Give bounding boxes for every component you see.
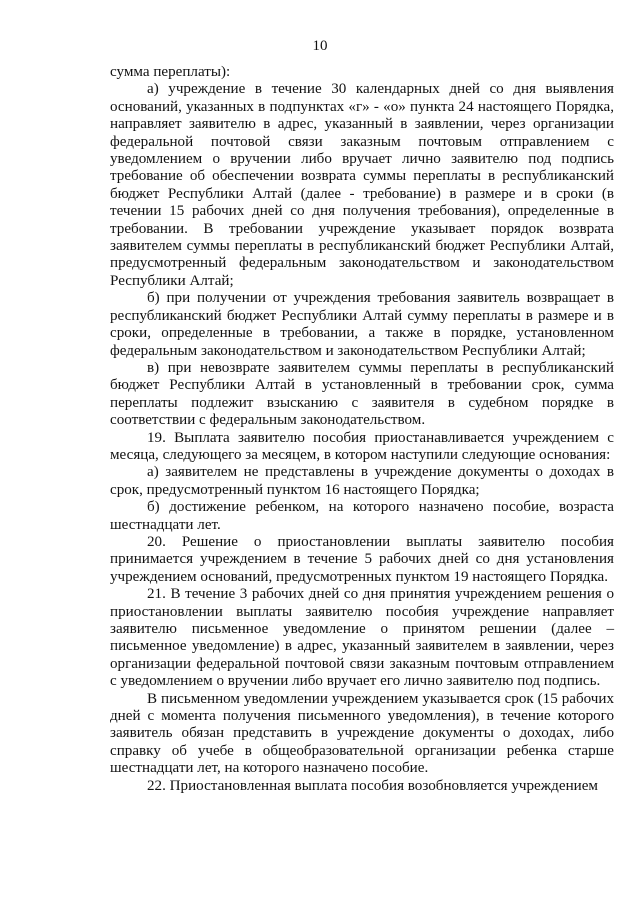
paragraph-clause-19-subitem-b: б) достижение ребенком, на которого назначено пособие, возраста шестнадцати лет.: [110, 499, 614, 533]
paragraph-subitem-v-non-return: в) при невозврате заявителем суммы переплаты в республиканский бюджет Республики Алтай в установленный в требовании срок, сумма переплаты подлежит взысканию с заявителя в судебном порядке в соответствии с федеральным законодательством.: [110, 359, 614, 429]
paragraph-subitem-a-refund-demand: а) учреждение в течение 30 календарных дней со дня выявления оснований, указанных в подпунктах «г» - «о» пункта 24 настоящего Порядка, направляет заявителю в адрес, указанный в заявлении, через организации федеральной почтовой связи заказным почтовым отправлением с уведомлением о вручении либо вручает лично заявителю под подпись требование об обеспечении возврата суммы переплаты в республиканский бюджет Республики Алтай (далее - требование) в размере и в сроки (в течении 15 рабочих дней со дня получения требования), определенные в требовании. В требовании учреждение указывает порядок возврата заявителем суммы переплаты в республиканский бюджет Республики Алтай, предусмотренный федеральным законодательством и законодательством Республики Алтай;: [110, 81, 614, 289]
paragraph-clause-21: 21. В течение 3 рабочих дней со дня принятия учреждением решения о приостановлении выплаты заявителю пособия учреждение направляет заявителю письменное уведомление о принятом решении (далее – письменное уведомление) в адрес, указанный заявителем в заявлении, через организации федеральной почтовой связи заказным почтовым отправлением с уведомлением о вручении либо вручает его лично заявителю под подпись.: [110, 586, 614, 690]
paragraph-written-notice: В письменном уведомлении учреждением указывается срок (15 рабочих дней с момента получения письменного уведомления), в течение которого заявитель обязан представить в учреждение документы о доходах, либо справку об учебе в общеобразовательной организации ребенка старше шестнадцати лет, на которого назначено пособие.: [110, 690, 614, 777]
paragraph-clause-22: 22. Приостановленная выплата пособия возобновляется учреждением: [147, 777, 598, 794]
page-number: 10: [312, 38, 328, 54]
paragraph-subitem-b-refund-return: б) при получении от учреждения требования заявитель возвращает в республиканский бюджет Республики Алтай сумму переплаты в размере и в сроки, определенные в требовании, а также в порядке, установленном федеральным законодательством и законодательством Республики Алтай;: [110, 290, 614, 359]
paragraph-continuation: сумма переплаты):: [110, 64, 231, 80]
paragraph-clause-19: 19. Выплата заявителю пособия приостанавливается учреждением с месяца, следующего за месяцем, в котором наступили следующие основания:: [110, 429, 614, 463]
document-body: [110, 64, 614, 795]
paragraph-clause-20: 20. Решение о приостановлении выплаты заявителю пособия принимается учреждением в течение 5 рабочих дней со дня установления учреждением оснований, предусмотренных пунктом 19 настоящего Порядка.: [110, 533, 614, 585]
paragraph-clause-19-subitem-a: а) заявителем не представлены в учреждение документы о доходах в срок, предусмотренный пунктом 16 настоящего Порядка;: [110, 464, 614, 498]
